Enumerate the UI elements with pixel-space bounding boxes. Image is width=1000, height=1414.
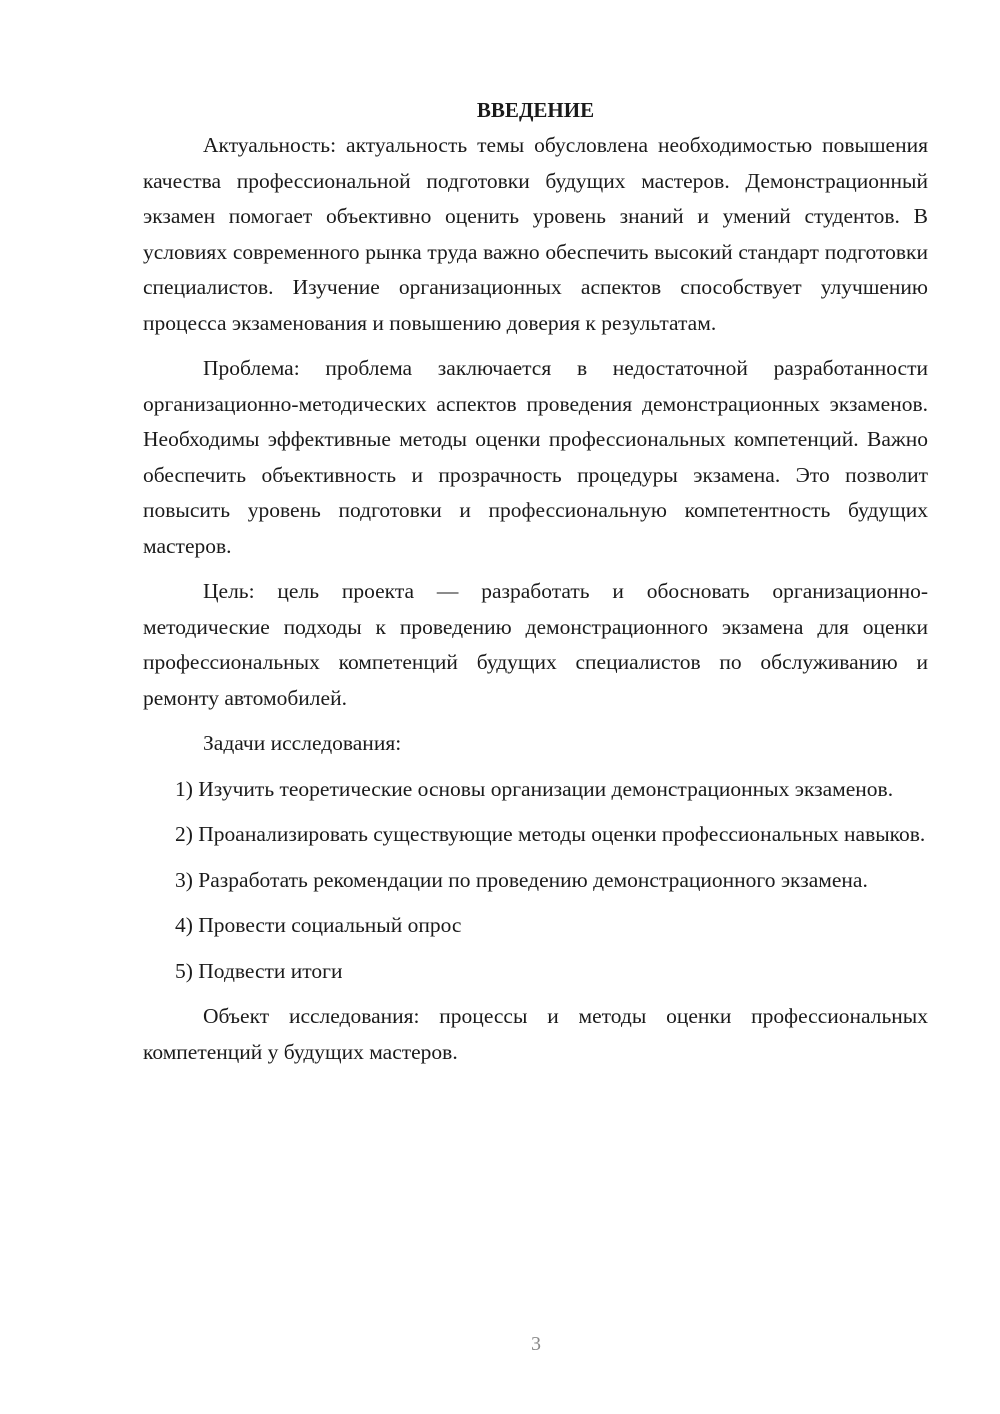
- section-title: ВВЕДЕНИЕ: [476, 98, 595, 122]
- task-item-4: 4) Провести социальный опрос: [175, 913, 462, 937]
- goal-paragraph: Цель: цель проекта — разработать и обосновать организационно-методические подходы к проведению демонстрационного экзамена для оценки профессиональных компетенций будущих специалистов по обслуживанию и ремонту автомобилей.: [143, 579, 928, 710]
- page-content: [143, 94, 928, 1080]
- task-item-2: 2) Проанализировать существующие методы оценки профессиональных навыков.: [175, 822, 926, 846]
- object-paragraph: Объект исследования: процессы и методы оценки профессиональных компетенций у будущих мастеров.: [143, 1004, 928, 1064]
- tasks-heading: Задачи исследования:: [203, 731, 402, 755]
- task-item-5: 5) Подвести итоги: [175, 958, 343, 983]
- problem-paragraph: Проблема: проблема заключается в недостаточной разработанности организационно-методических аспектов проведения демонстрационных экзаменов. Необходимы эффективные методы оценки профессиональных компетенций. Важно обеспечить объективность и прозрачность процедуры экзамена. Это позволит повысить уровень подготовки и профессиональную компетентность будущих мастеров.: [143, 356, 928, 558]
- task-item-1: 1) Изучить теоретические основы организации демонстрационных экзаменов.: [175, 776, 894, 801]
- page-number: 3: [531, 1333, 541, 1355]
- relevance-paragraph: Актуальность: актуальность темы обусловлена необходимостью повышения качества профессиональной подготовки будущих мастеров. Демонстрационный экзамен помогает объективно оценить уровень знаний и умений студентов. В условиях современного рынка труда важно обеспечить высокий стандарт подготовки специалистов. Изучение организационных аспектов способствует улучшению процесса экзаменования и повышению доверия к результатам.: [143, 133, 928, 335]
- task-item-3: 3) Разработать рекомендации по проведению демонстрационного экзамена.: [175, 867, 868, 892]
